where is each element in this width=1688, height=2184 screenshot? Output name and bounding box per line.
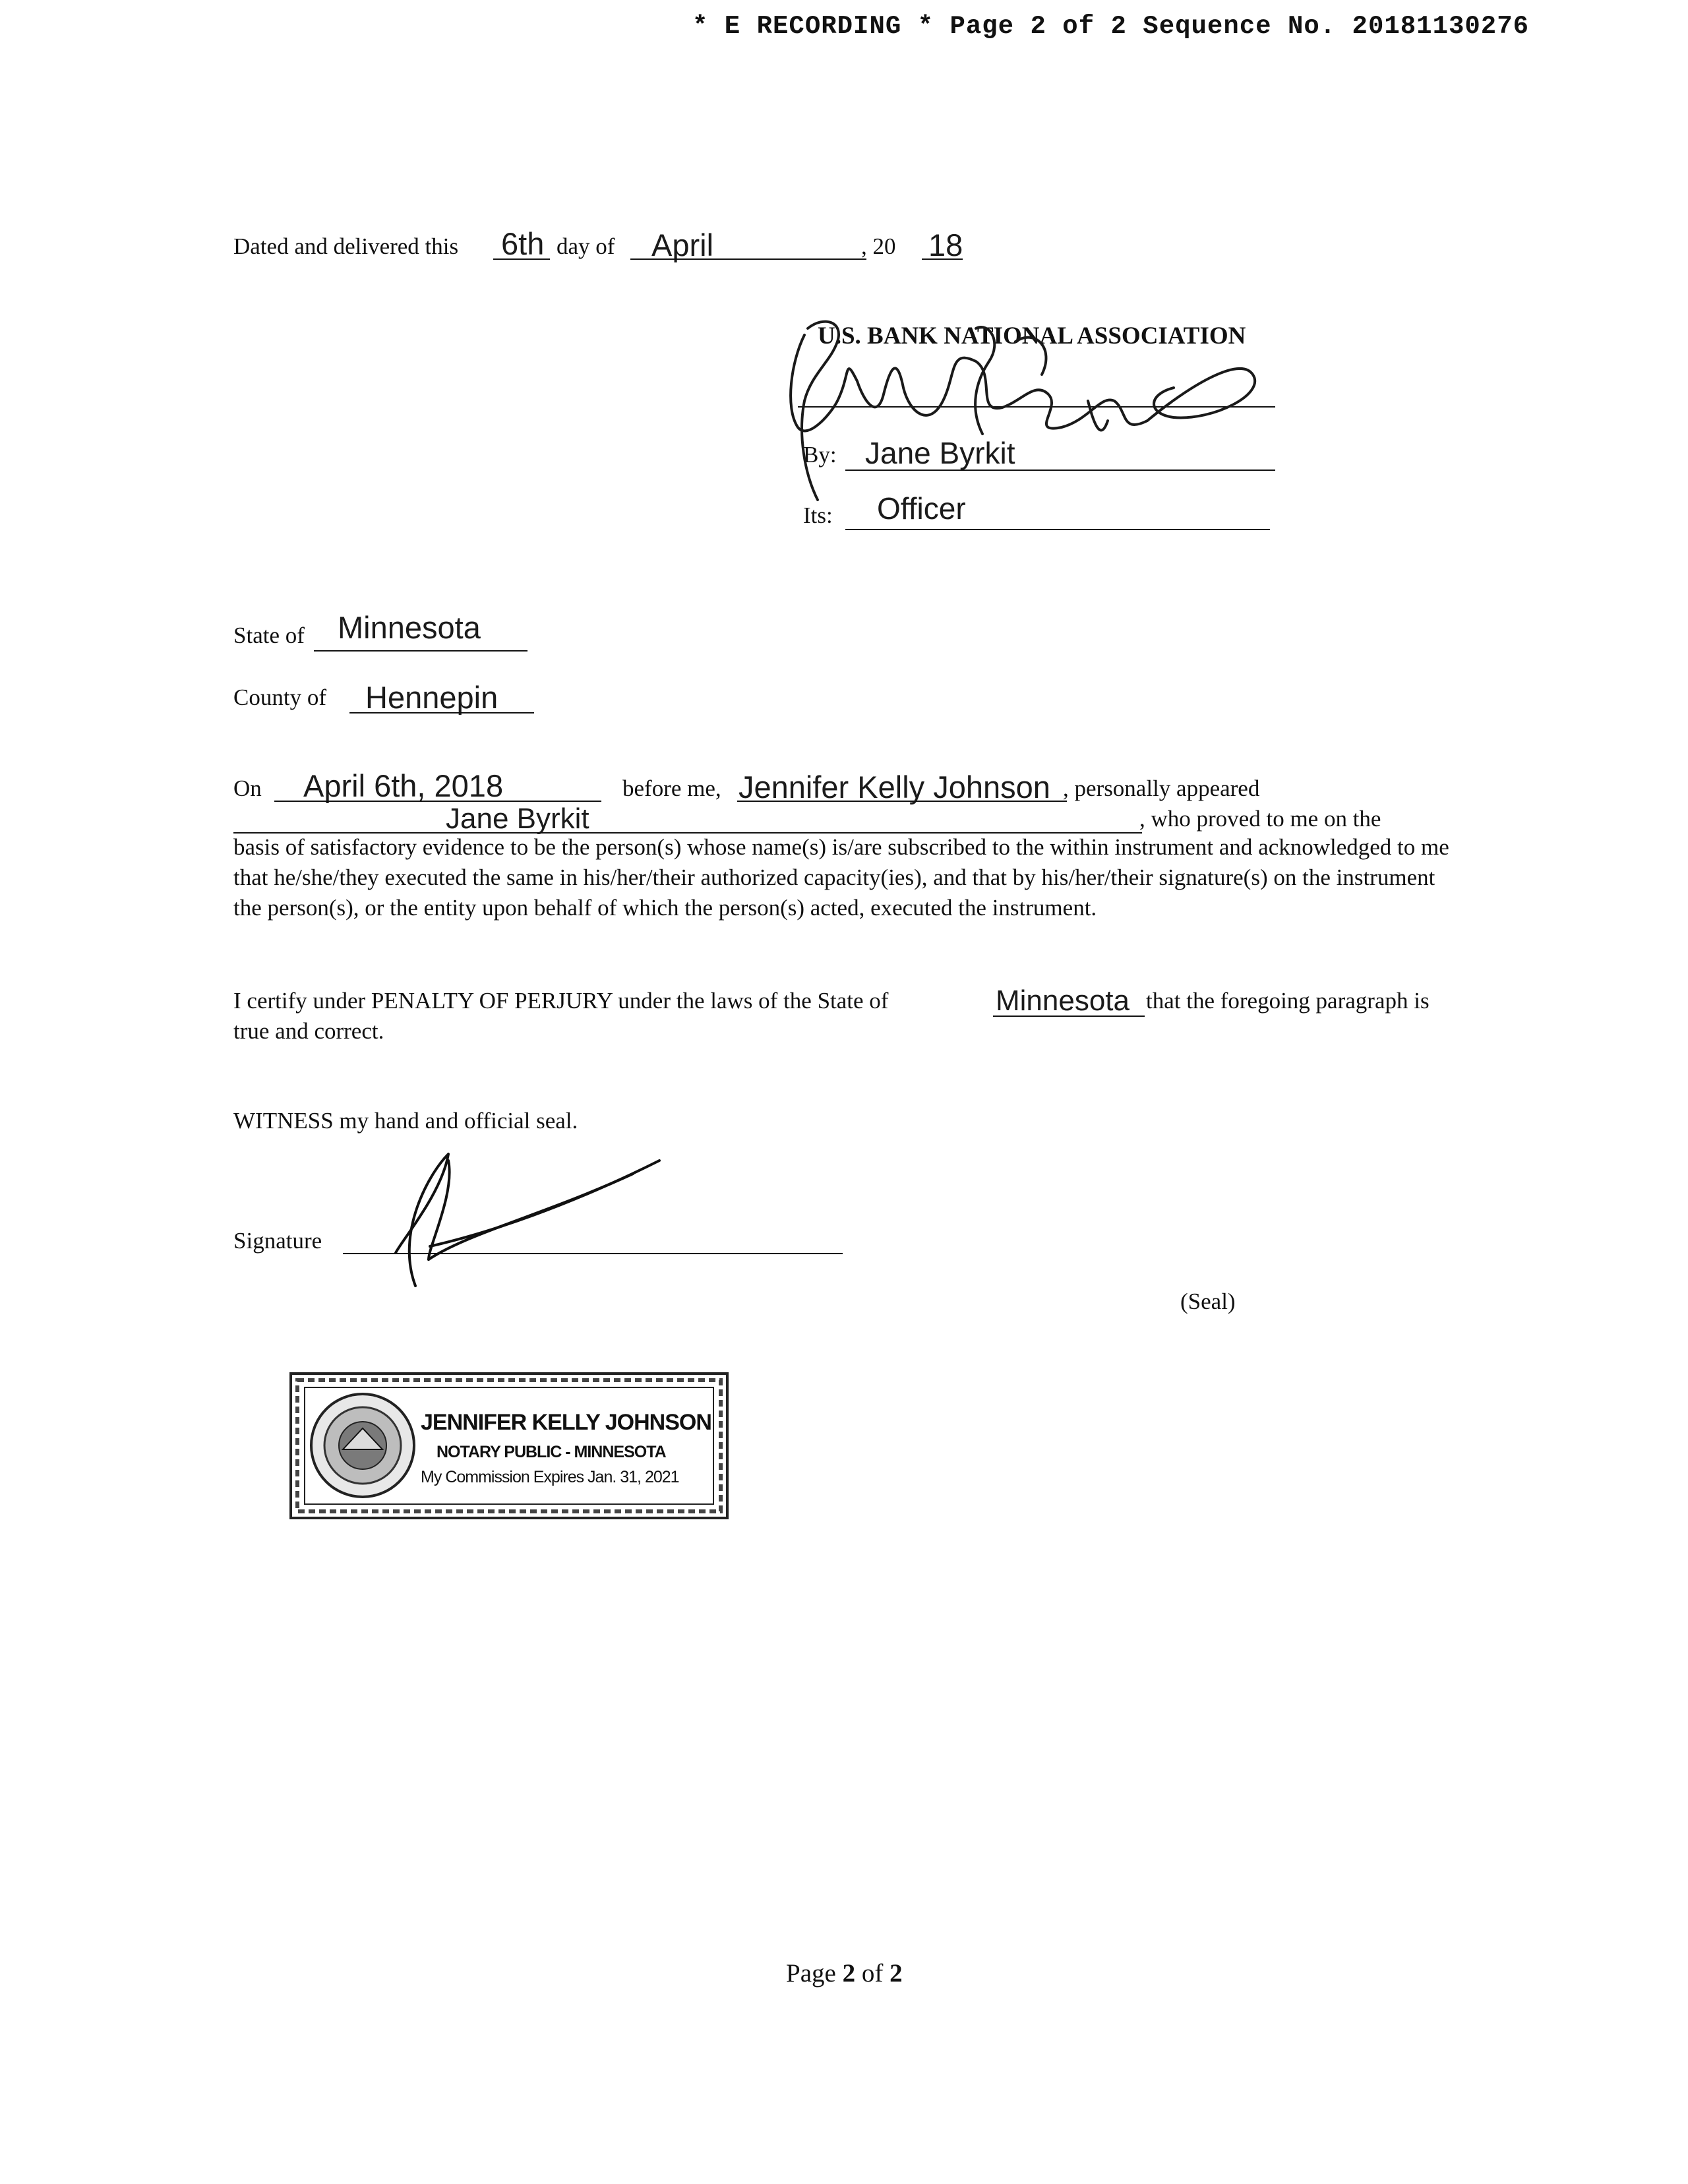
recording-header: * E RECORDING * Page 2 of 2 Sequence No. 20181130276 bbox=[692, 12, 1529, 41]
page-total: 2 bbox=[889, 1959, 903, 1987]
county-value: Hennepin bbox=[365, 680, 498, 715]
seal-label: (Seal) bbox=[1180, 1289, 1236, 1314]
appeared-name: Jane Byrkit bbox=[446, 803, 589, 835]
signature-label: Signature bbox=[233, 1228, 322, 1254]
grantor-entity-name: U.S. BANK NATIONAL ASSOCIATION bbox=[818, 322, 1246, 349]
stamp-commission: My Commission Expires Jan. 31, 2021 bbox=[421, 1468, 679, 1486]
certify-suffix: that the foregoing paragraph is bbox=[1146, 988, 1430, 1014]
page-current: 2 bbox=[842, 1959, 856, 1987]
dated-year-suffix: 18 bbox=[928, 228, 963, 262]
certify-line2: true and correct. bbox=[233, 1018, 384, 1044]
county-label: County of bbox=[233, 684, 326, 710]
certify-prefix: I certify under PENALTY OF PERJURY under the laws of the State of bbox=[233, 988, 889, 1014]
dated-year-prefix: , 20 bbox=[861, 233, 896, 259]
grantor-signature-icon bbox=[778, 302, 1292, 513]
state-label: State of bbox=[233, 622, 305, 648]
acknowledgment-body: basis of satisfactory evidence to be the person(s) whose name(s) is/are subscribed to the within instrument and acknowledged to me that he/she/they executed the same in his/her/their authorized capacity(ies), and that by his/her/their signature(s) on the instrument the person(s), or the entity upon behalf of which the person(s) acted, executed the instrument. bbox=[233, 834, 1449, 921]
notary-name: Jennifer Kelly Johnson bbox=[738, 770, 1050, 804]
before-me-text: before me, bbox=[622, 775, 721, 801]
its-title: Officer bbox=[877, 491, 966, 526]
stamp-title: NOTARY PUBLIC - MINNESOTA bbox=[437, 1443, 666, 1461]
page-prefix: Page bbox=[786, 1959, 836, 1987]
dated-day-of: day of bbox=[557, 233, 615, 259]
its-label: Its: bbox=[803, 502, 833, 528]
by-label: By: bbox=[803, 442, 837, 468]
dated-month: April bbox=[651, 228, 714, 262]
who-proved-text: , who proved to me on the bbox=[1139, 806, 1381, 832]
notary-signature-icon bbox=[356, 1134, 686, 1292]
page-of: of bbox=[861, 1959, 884, 1987]
ack-date: April 6th, 2018 bbox=[303, 768, 504, 803]
witness-text: WITNESS my hand and official seal. bbox=[233, 1108, 578, 1134]
on-label: On bbox=[233, 775, 262, 801]
page-footer bbox=[786, 1958, 903, 1988]
dated-day: 6th bbox=[501, 226, 545, 261]
personally-appeared-text: , personally appeared bbox=[1063, 775, 1260, 801]
dated-prefix: Dated and delivered this bbox=[233, 233, 459, 259]
by-name: Jane Byrkit bbox=[865, 436, 1015, 470]
state-value: Minnesota bbox=[338, 610, 481, 645]
stamp-name: JENNIFER KELLY JOHNSON bbox=[421, 1410, 711, 1435]
certify-state: Minnesota bbox=[996, 985, 1130, 1017]
notary-stamp bbox=[289, 1372, 729, 1520]
